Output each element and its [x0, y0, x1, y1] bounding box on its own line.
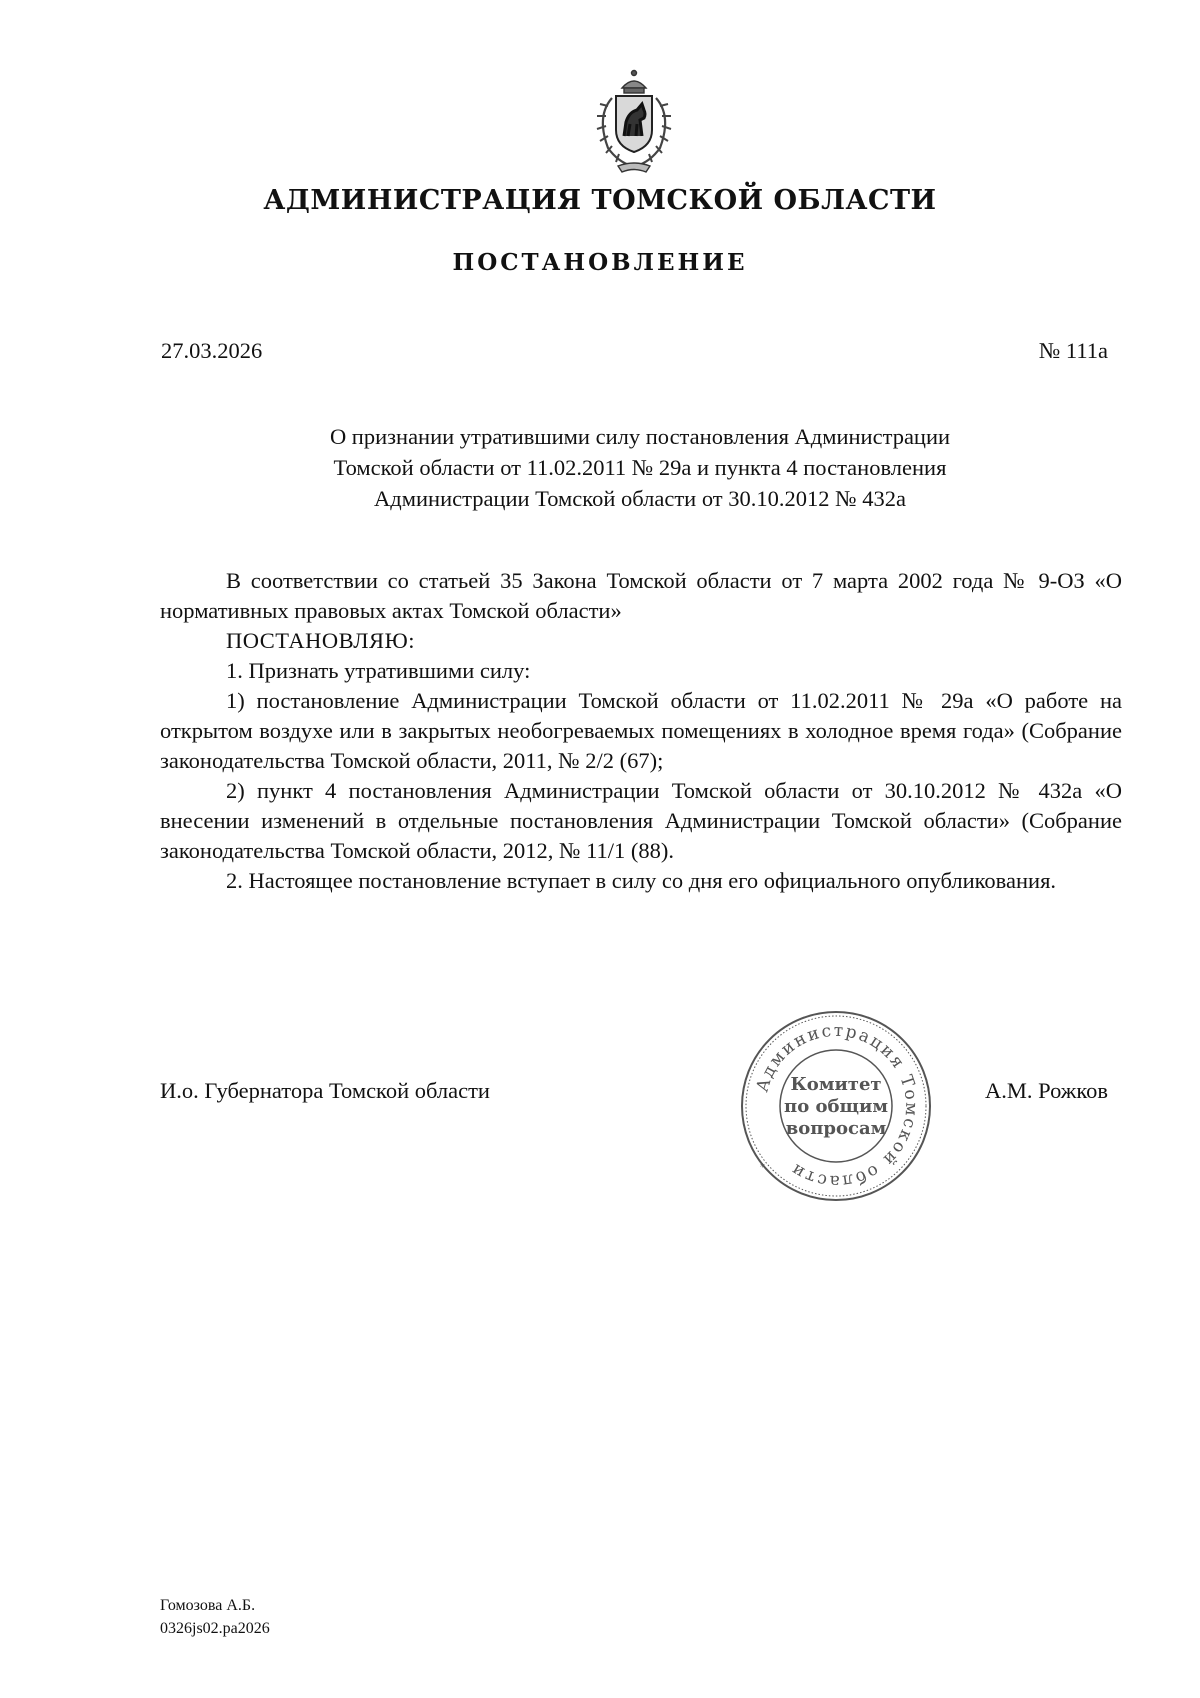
coat-of-arms-icon — [574, 66, 694, 176]
official-seal — [738, 1008, 934, 1204]
subitem-paragraph: 1) постановление Администрации Томской области от 11.02.2011 № 29а «О работе на открытом воздухе или в закрытых необогреваемых помещениях в холодное время года» (Собрание законодательства Томской области, 2011, № 2/2 (67); — [160, 688, 1122, 773]
svg-text:Администрация Томской области: Администрация Томской области — [752, 1020, 922, 1192]
item-paragraph: 1. Признать утратившими силу: — [226, 658, 531, 683]
svg-text:по общим: по общим — [784, 1096, 888, 1117]
document-subject — [160, 421, 1120, 514]
item-paragraph: 2. Настоящее постановление вступает в силу со дня его официального опубликования. — [226, 868, 1057, 893]
subject-line: О признании утратившими силу постановления Администрации — [329, 424, 951, 449]
file-code: 0326js02.pa2026 — [160, 1620, 270, 1637]
document-body — [160, 566, 1122, 896]
svg-text:*: * — [760, 1162, 765, 1173]
executor-name: Гомозова А.Б. — [160, 1597, 256, 1614]
executor-footer — [160, 1594, 270, 1640]
document-date: 27.03.2026 — [161, 338, 263, 363]
preamble-paragraph: В соответствии со статьей 35 Закона Томской области от 7 марта 2002 года № 9-ОЗ «О нормативных правовых актах Томской области» — [160, 568, 1122, 623]
svg-text:вопросам: вопросам — [785, 1118, 887, 1139]
decree-word: ПОСТАНОВЛЯЮ: — [226, 628, 415, 653]
subitem-paragraph: 2) пункт 4 постановления Администрации Томской области от 30.10.2012 № 432а «О внесении изменений в отдельные постановления Администрации Томской области» (Собрание законодательства Томской области, 2012, № 11/1 (88). — [160, 778, 1122, 863]
signer-position: И.о. Губернатора Томской области — [160, 1078, 490, 1103]
svg-text:Комитет: Комитет — [790, 1074, 882, 1095]
subject-line: Томской области от 11.02.2011 № 29а и пункта 4 постановления — [333, 455, 947, 480]
signer-name: А.М. Рожков — [985, 1078, 1108, 1103]
organization-title: АДМИНИСТРАЦИЯ ТОМСКОЙ ОБЛАСТИ — [263, 185, 937, 216]
subject-line: Администрации Томской области от 30.10.2012 № 432а — [374, 486, 906, 511]
document-type: ПОСТАНОВЛЕНИЕ — [452, 249, 748, 276]
document-number: № 111а — [1038, 338, 1108, 363]
